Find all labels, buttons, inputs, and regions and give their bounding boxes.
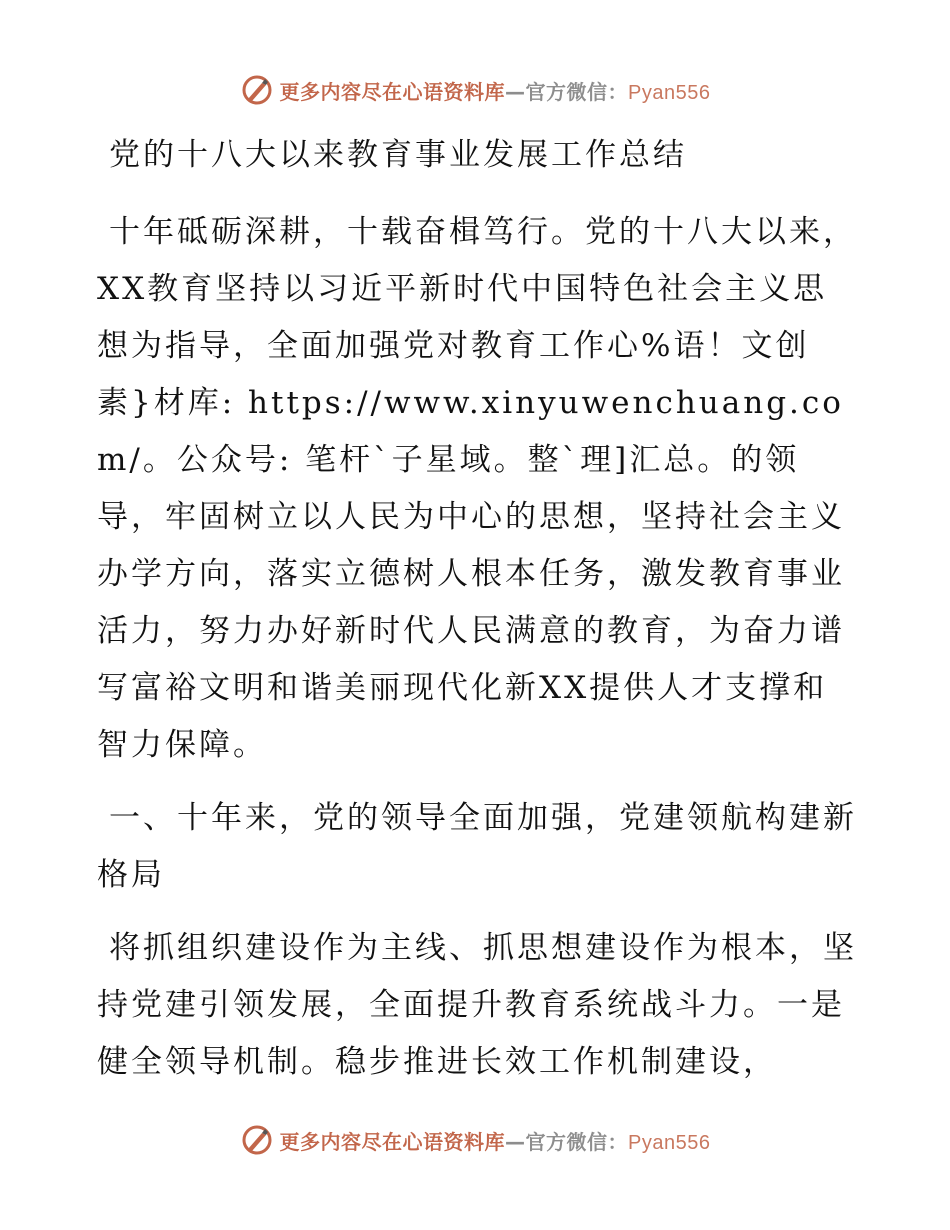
document-body [97,120,857,1107]
watermark-sub: 官方微信： [525,1129,629,1154]
document-title: 党的十八大以来教育事业发展工作总结 [109,137,687,173]
watermark-dash: — [505,79,526,104]
watermark-dash: — [505,1129,526,1154]
watermark-footer [0,1120,950,1160]
watermark-main: 更多内容尽在心语资料库 [279,1129,506,1154]
pen-logo-icon [240,1123,274,1157]
pen-logo-icon [240,73,274,107]
watermark-header [0,70,950,110]
watermark-text [280,1126,711,1155]
watermark-main: 更多内容尽在心语资料库 [279,79,506,104]
section-heading-1: 一、十年来，党的领导全面加强，党建领航构建新格局 [97,800,857,893]
paragraph-1: 十年砥砺深耕，十载奋楫笃行。党的十八大以来，XX教育坚持以习近平新时代中国特色社会主义思想为指导，全面加强党对教育工作心%语！文创素}材库: https://www.xinyuwenchuang.com/。公众号: 笔杆`子星域。整`理]汇总。的领导，牢固树立以人民为中心的思想，坚持社会主义办学方向，落实立德树人根本任务，激发教育事业活力，努力办好新时代人民满意的教育，为奋力谱写富裕文明和谐美丽现代化新XX提供人才支撑和智力保障。 [97,214,857,763]
watermark-text [280,76,711,105]
watermark-id: Pyan556 [628,1131,711,1154]
paragraph-2: 将抓组织建设作为主线、抓思想建设作为根本，坚持党建引领发展，全面提升教育系统战斗力。一是健全领导机制。稳步推进长效工作机制建设， [97,930,857,1080]
watermark-sub: 官方微信： [525,79,629,104]
watermark-id: Pyan556 [628,81,711,104]
